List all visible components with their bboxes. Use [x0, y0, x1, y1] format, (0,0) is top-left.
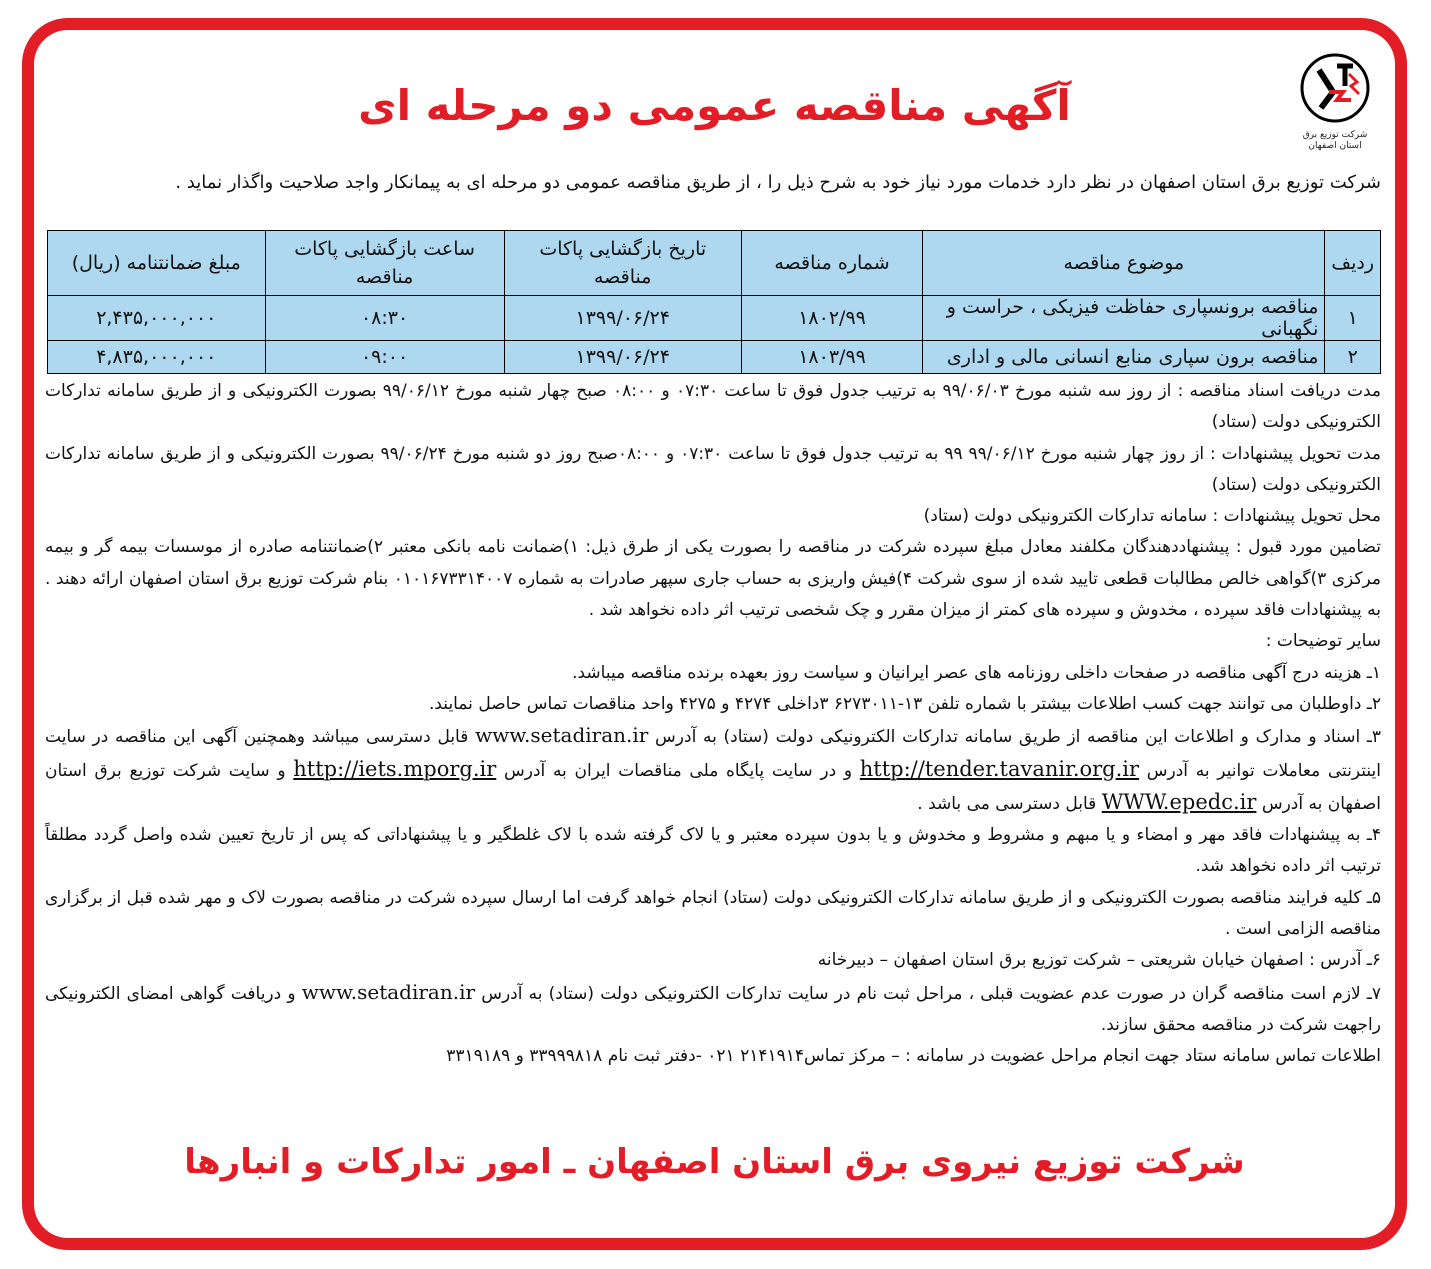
table-header-row: [48, 231, 1381, 296]
setadiran-link[interactable]: www.setadiran.ir: [475, 723, 649, 748]
cell-tender-number: ۱۸۰۲/۹۹: [741, 296, 922, 341]
note-3-text-d: و سایت شرکت توزیع برق استان اصفهان به آدرس: [45, 760, 1381, 814]
note-3: [45, 720, 1381, 820]
power-company-logo-icon: [1299, 52, 1371, 124]
page-title: آگهی مناقصه عمومی دو مرحله ای: [358, 81, 1071, 130]
note-2: ۲ـ داوطلبان می توانند جهت کسب اطلاعات بیشتر با شماره تلفن ۱۳-۶۲۷۳۰۱۱ ۳داخلی ۴۲۷۴ و ۴۲۷۵ واحد مناقصات تماس حاصل نمایند.: [428, 693, 1381, 714]
cell-open-date: ۱۳۹۹/۰۶/۲۴: [504, 341, 741, 374]
cell-subject: مناقصه برونسپاری حفاظت فیزیکی ، حراست و نگهبانی: [923, 296, 1325, 341]
cell-row-number: ۲: [1325, 341, 1381, 374]
other-notes-title: سایر توضیحات :: [1265, 631, 1381, 652]
notice-page: [34, 30, 1395, 1238]
note-1: ۱ـ هزینه درج آگهی مناقصه در صفحات داخلی روزنامه های عصر ایرانیان و سیاست روز بعهده برنده مناقصه میباشد.: [572, 662, 1381, 683]
logo-caption: شرکت توزیع برق استان اصفهان: [1302, 130, 1368, 151]
cell-open-date: ۱۳۹۹/۰۶/۲۴: [504, 296, 741, 341]
cell-guarantee: ۲,۴۳۵,۰۰۰,۰۰۰: [48, 296, 266, 341]
tavanir-link[interactable]: http://tender.tavanir.org.ir: [859, 756, 1140, 781]
cell-subject: مناقصه برون سپاری منابع انسانی مالی و اداری: [923, 341, 1325, 374]
header-tender-number: شماره مناقصه: [741, 231, 922, 296]
footer-signature: شرکت توزیع نیروی برق استان اصفهان ـ امور تدارکات و انبارها: [184, 1142, 1245, 1182]
cell-open-time: ۰۹:۰۰: [265, 341, 504, 374]
header-open-date: تاریخ بازگشایی پاکات مناقصه: [504, 231, 741, 296]
epedc-link[interactable]: WWW.epedc.ir: [1101, 789, 1257, 814]
notice-document: [34, 30, 1395, 1238]
note-3-text-c: و در سایت پایگاه ملی مناقصات ایران به آدرس: [503, 760, 853, 781]
table-row: [48, 296, 1381, 341]
note-3-text-a: ۳ـ اسناد و مدارک و اطلاعات این مناقصه از طریق سامانه تدارکات الکترونیکی دولت (ستاد) به آدرس: [655, 727, 1382, 748]
table-row: [48, 341, 1381, 374]
contact-info: اطلاعات تماس سامانه ستاد جهت انجام مراحل عضویت در سامانه : – مرکز تماس۲۱۴۱۹۱۴ ۰۲۱ -دفتر ثبت نام ۳۳۹۹۹۸۱۸ و ۳۳۱۹۱۸۹: [446, 1046, 1381, 1067]
accepted-guarantees: تضامین مورد قبول : پیشنهاددهندگان مکلفند معادل مبلغ سپرده شرکت در مناقصه را بصورت یکی از طرق ذیل: ۱)ضمانت نامه بانکی معتبر ۲)ضمانتنامه صادره از موسسات بیمه گر و بیمه مرکزی ۳)گواهی خالص مطالبات قطعی تایید شده از سوی شرکت ۴)فیش واریزی به حساب جاری سپهر صادرات به شماره ۰۱۰۱۶۷۳۳۱۴۰۰۷ بنام شرکت توزیع برق استان اصفهان ارائه دهند . به پیشنهادات فاقد سپرده ، مخدوش و سپرده های کمتر از میزان مقرر و چک شخصی ترتیب اثر داده نخواهد شد .: [45, 537, 1382, 621]
iets-link[interactable]: http://iets.mporg.ir: [293, 756, 497, 781]
note-7: [45, 977, 1381, 1042]
offer-period: مدت تحویل پیشنهادات : از روز چهار شنبه مورخ ۹۹/۰۶/۱۲ ۹۹ به ترتیب جدول فوق تا ساعت ۰۷:۳۰ و ۰۸:۰۰صبح روز دو شنبه مورخ ۹۹/۰۶/۲۴ بصورت الکترونیکی و از طریق سامانه تدارکات الکترونیکی دولت (ستاد): [45, 443, 1381, 495]
tender-table: [47, 230, 1381, 374]
header-guarantee: مبلغ ضمانتنامه (ریال): [48, 231, 266, 296]
note-7-text-a: ۷ـ لازم است مناقصه گران در صورت عدم عضویت قبلی ، مراحل ثبت نام در سایت تدارکات الکترونیکی دولت (ستاد) به آدرس: [481, 983, 1382, 1004]
header-row-number: ردیف: [1325, 231, 1381, 296]
note-4: ۴ـ به پیشنهادات فاقد مهر و امضاء و یا مبهم و مشروط و مخدوش و یا بدون سپرده معتبر و یا لاک گرفته شده با لاک غلطگیر و یا پیشنهاداتی که پس از تاریخ تعیین شده واصل گردد مطلقاً ترتیب اثر داده نخواهد شد.: [45, 825, 1381, 877]
note-3-text-b: قابل دسترسی میباشد وهمچنین آگهی این مناقصه در سایت اینترنتی معاملات توانیر به آدرس: [45, 727, 1382, 781]
note-5: ۵ـ کلیه فرایند مناقصه بصورت الکترونیکی و از طریق سامانه تدارکات الکترونیکی دولت (ستاد) انجام خواهد گرفت اما ارسال سپرده شرکت در مناقصه بصورت لاک و مهر شده قبل از برگزاری مناقصه الزامی است .: [45, 887, 1381, 940]
cell-tender-number: ۱۸۰۳/۹۹: [741, 341, 922, 374]
header-subject: موضوع مناقصه: [923, 231, 1325, 296]
document-period: مدت دریافت اسناد مناقصه : از روز سه شنبه مورخ ۹۹/۰۶/۰۳ به ترتیب جدول فوق تا ساعت ۰۷:۳۰ و ۰۸:۰۰ صبح چهار شنبه مورخ ۹۹/۰۶/۱۲ بصورت الکترونیکی و از طریق سامانه تدارکات الکترونیکی دولت (ستاد): [45, 381, 1381, 433]
note-6: ۶ـ آدرس : اصفهان خیابان شریعتی – شرکت توزیع برق استان اصفهان – دبیرخانه: [817, 950, 1381, 971]
note-3-text-e: قابل دسترسی می باشد .: [917, 793, 1097, 814]
cell-row-number: ۱: [1325, 296, 1381, 341]
cell-guarantee: ۴,۸۳۵,۰۰۰,۰۰۰: [48, 341, 266, 374]
notice-body: [45, 376, 1381, 1073]
setadiran-link-2[interactable]: www.setadiran.ir: [301, 979, 476, 1004]
cell-open-time: ۰۸:۳۰: [265, 296, 504, 341]
intro-paragraph: شرکت توزیع برق استان اصفهان در نظر دارد خدمات مورد نیاز خود به شرح ذیل را ، از طریق مناقصه عمومی دو مرحله ای به پیمانکار واجد صلاحیت واگذار نماید .: [175, 172, 1381, 193]
header-open-time: ساعت بازگشایی پاکات مناقصه: [265, 231, 504, 296]
offer-place: محل تحویل پیشنهادات : سامانه تدارکات الکترونیکی دولت (ستاد): [923, 506, 1381, 527]
company-logo: [1295, 52, 1375, 162]
note-7-text-b: و دریافت گواهی امضای الکترونیکی راجهت شرکت در مناقصه محقق سازند.: [45, 983, 1381, 1035]
